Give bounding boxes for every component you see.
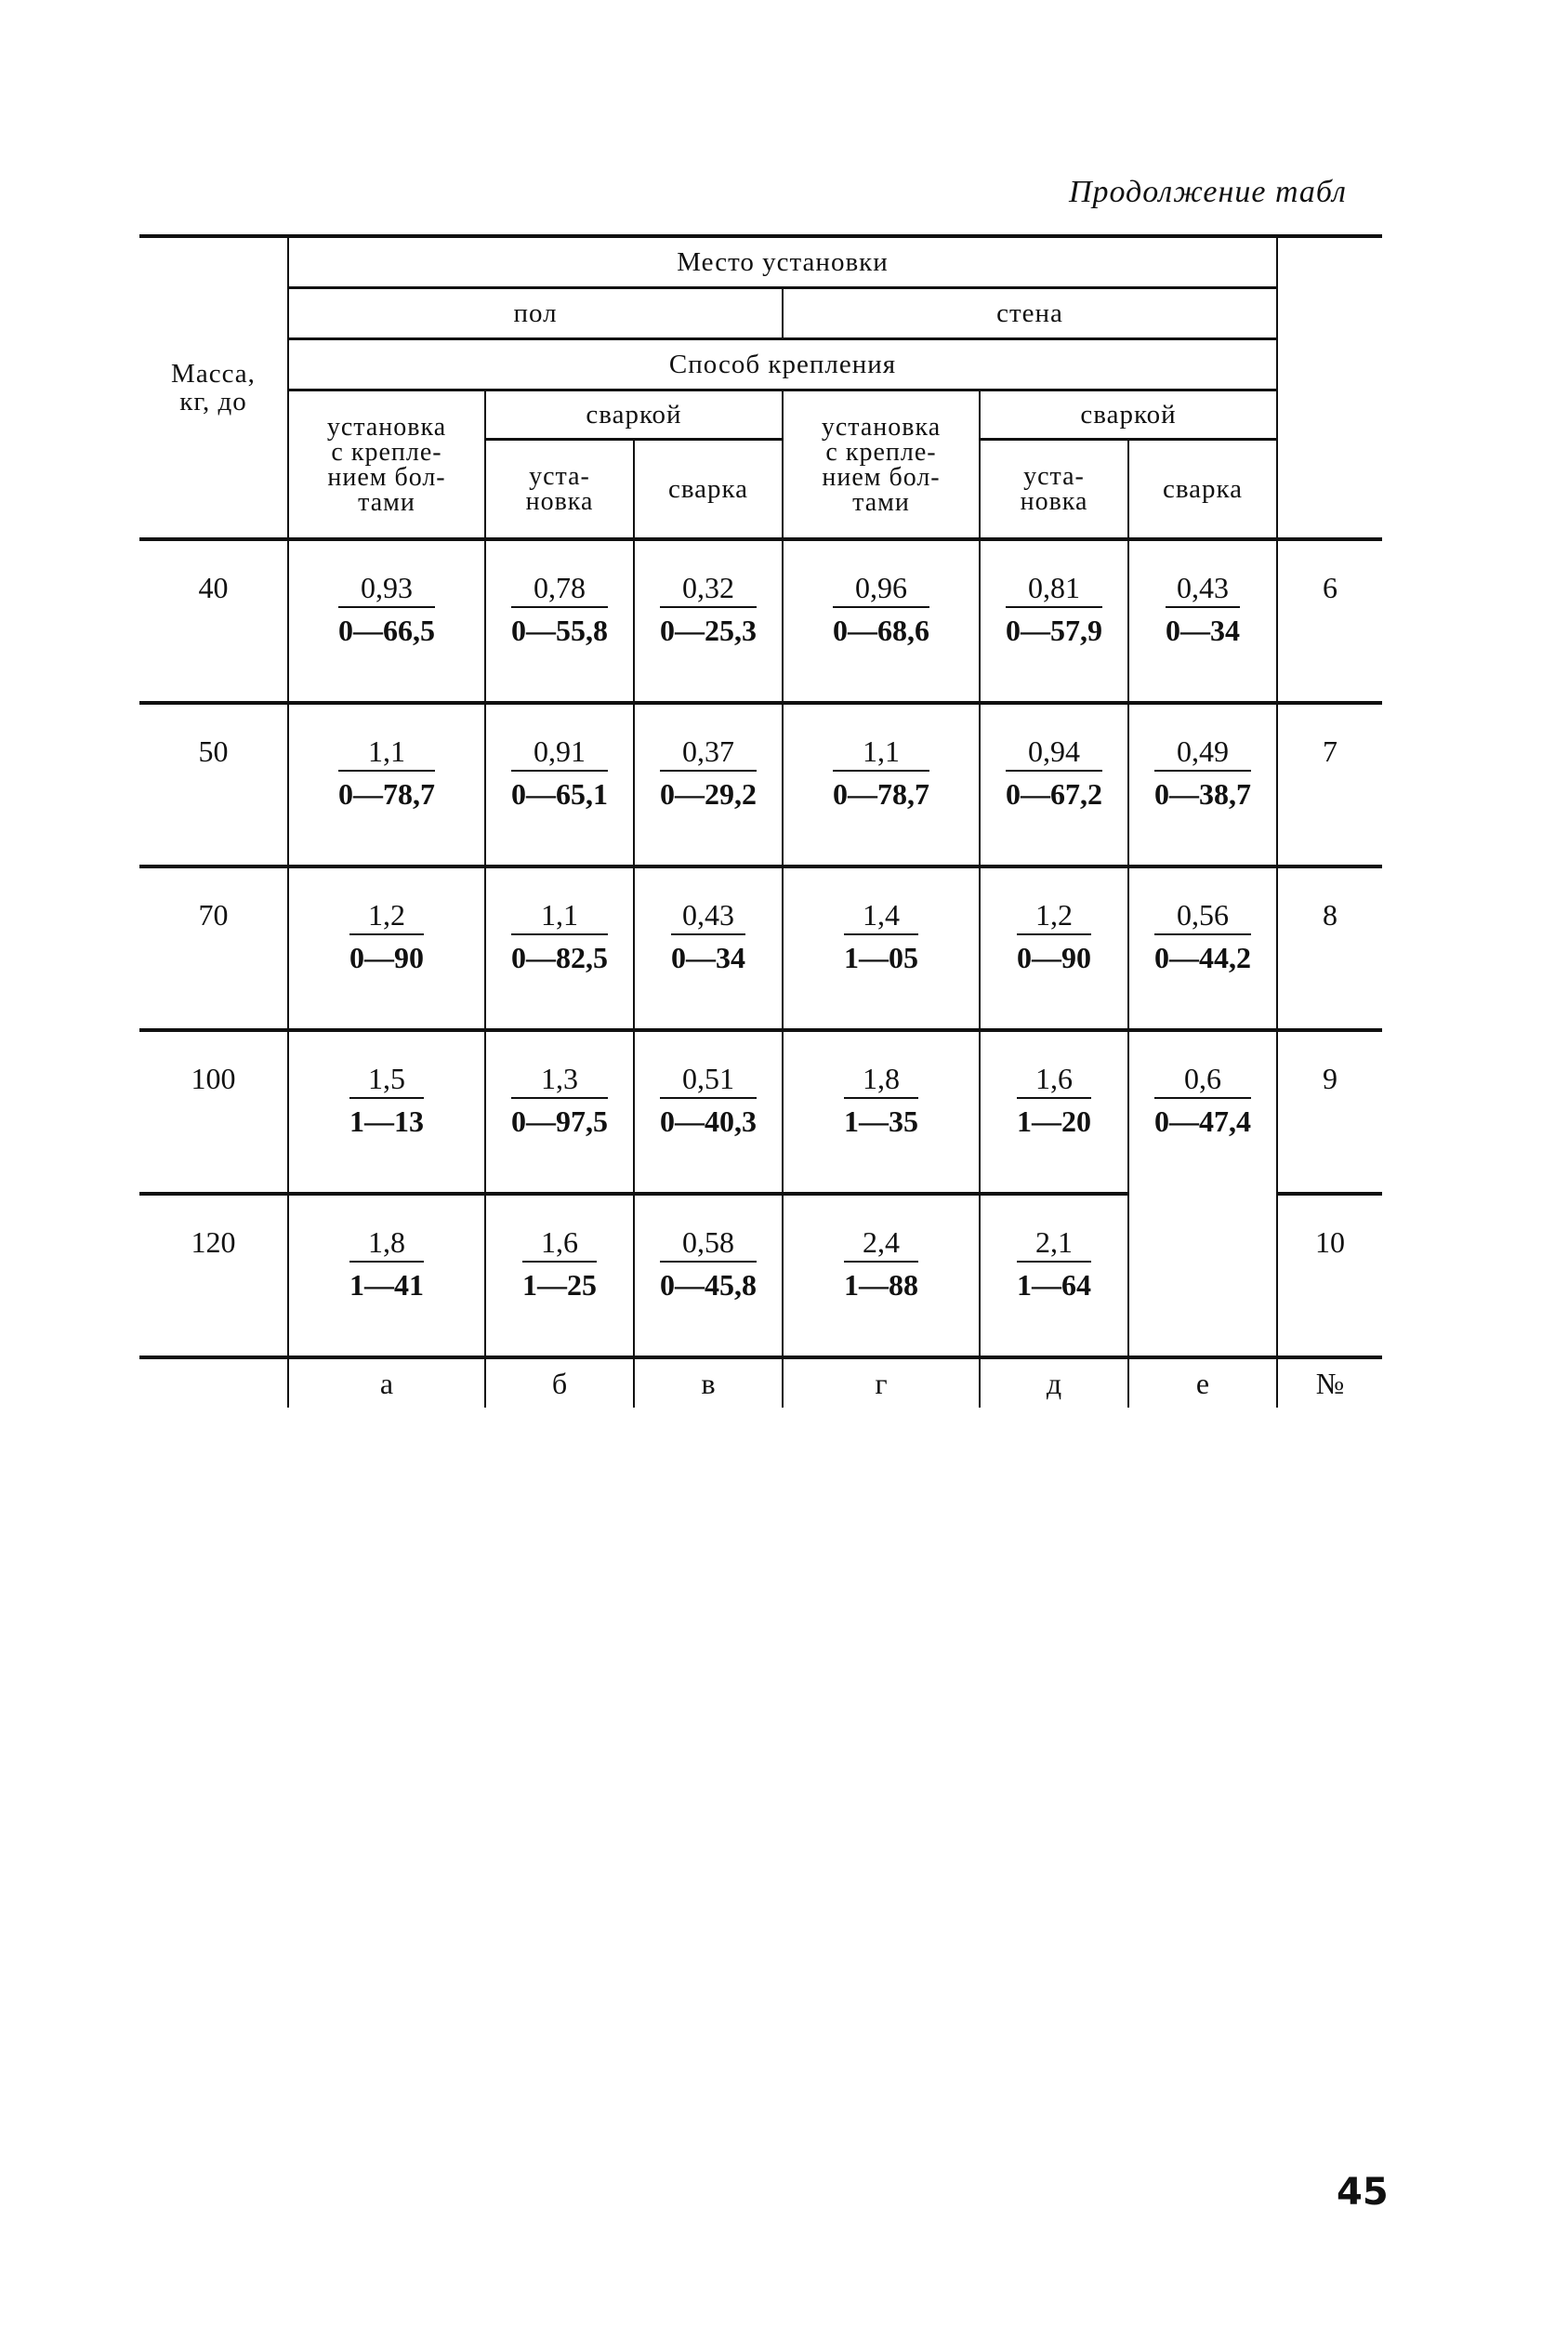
header-wall-install: уста- новка bbox=[980, 440, 1128, 540]
value-cell: $\frac{1,1}{0—78,7}$ bbox=[288, 703, 485, 866]
number-symbol: № bbox=[1277, 1357, 1382, 1408]
row-number: 10 bbox=[1277, 1194, 1382, 1357]
table-row bbox=[139, 1030, 1382, 1194]
value-cell: $\frac{1,2}{0—90}$ bbox=[980, 866, 1128, 1030]
mass-header: Масса, кг, до bbox=[139, 236, 288, 539]
value-cell: $\frac{0,32}{0—25,3}$ bbox=[634, 539, 783, 703]
column-letter: г bbox=[783, 1357, 980, 1408]
header-floor-welding: сваркой bbox=[485, 390, 783, 440]
row-number: 6 bbox=[1277, 539, 1382, 703]
value-cell: $\frac{1,6}{1—25}$ bbox=[485, 1194, 634, 1357]
value-cell: $\frac{0,37}{0—29,2}$ bbox=[634, 703, 783, 866]
letter-cell-empty bbox=[139, 1357, 288, 1408]
value-cell: $\frac{0,51}{0—40,3}$ bbox=[634, 1030, 783, 1194]
value-cell: $\frac{1,4}{1—05}$ bbox=[783, 866, 980, 1030]
row-number: 7 bbox=[1277, 703, 1382, 866]
value-cell-merged: $\frac{0,6}{0—47,4}$ bbox=[1128, 1030, 1277, 1357]
value-cell: $\frac{1,6}{1—20}$ bbox=[980, 1030, 1128, 1194]
data-table bbox=[139, 234, 1382, 1408]
header-wall-weld: сварка bbox=[1128, 440, 1277, 540]
column-letter: д bbox=[980, 1357, 1128, 1408]
header-floor: пол bbox=[288, 288, 783, 339]
column-letter: в bbox=[634, 1357, 783, 1408]
value-cell: $\frac{0,94}{0—67,2}$ bbox=[980, 703, 1128, 866]
row-number: 9 bbox=[1277, 1030, 1382, 1194]
header-floor-install: уста- новка bbox=[485, 440, 634, 540]
value-cell: $\frac{2,1}{1—64}$ bbox=[980, 1194, 1128, 1357]
header-wall-welding: сваркой bbox=[980, 390, 1277, 440]
value-cell: $\frac{0,43}{0—34}$ bbox=[1128, 539, 1277, 703]
num-header bbox=[1277, 236, 1382, 539]
value-cell: $\frac{0,78}{0—55,8}$ bbox=[485, 539, 634, 703]
row-number: 8 bbox=[1277, 866, 1382, 1030]
table-row bbox=[139, 866, 1382, 1030]
value-cell: $\frac{1,2}{0—90}$ bbox=[288, 866, 485, 1030]
column-letter: б bbox=[485, 1357, 634, 1408]
value-cell: $\frac{1,1}{0—82,5}$ bbox=[485, 866, 634, 1030]
value-cell: $\frac{0,96}{0—68,6}$ bbox=[783, 539, 980, 703]
value-cell: $\frac{0,43}{0—34}$ bbox=[634, 866, 783, 1030]
mass-cell: 100 bbox=[139, 1030, 288, 1194]
value-cell: $\frac{1,3}{0—97,5}$ bbox=[485, 1030, 634, 1194]
value-cell: $\frac{0,81}{0—57,9}$ bbox=[980, 539, 1128, 703]
value-cell: $\frac{1,8}{1—41}$ bbox=[288, 1194, 485, 1357]
column-letters-row bbox=[139, 1357, 1382, 1408]
table-row bbox=[139, 539, 1382, 703]
header-wall: стена bbox=[783, 288, 1277, 339]
value-cell: $\frac{1,8}{1—35}$ bbox=[783, 1030, 980, 1194]
value-cell: $\frac{0,91}{0—65,1}$ bbox=[485, 703, 634, 866]
column-letter: е bbox=[1128, 1357, 1277, 1408]
mass-cell: 50 bbox=[139, 703, 288, 866]
header-floor-bolts: установка с крепле- нием бол- тами bbox=[288, 390, 485, 540]
header-method: Способ крепления bbox=[288, 339, 1277, 390]
header-place: Место установки bbox=[288, 236, 1277, 288]
table-row bbox=[139, 703, 1382, 866]
value-cell: $\frac{1,5}{1—13}$ bbox=[288, 1030, 485, 1194]
page-number: 45 bbox=[1337, 2171, 1389, 2214]
value-cell: $\frac{0,58}{0—45,8}$ bbox=[634, 1194, 783, 1357]
mass-cell: 40 bbox=[139, 539, 288, 703]
header-floor-weld: сварка bbox=[634, 440, 783, 540]
value-cell: $\frac{0,56}{0—44,2}$ bbox=[1128, 866, 1277, 1030]
value-cell: $\frac{0,93}{0—66,5}$ bbox=[288, 539, 485, 703]
value-cell: $\frac{2,4}{1—88}$ bbox=[783, 1194, 980, 1357]
value-cell: $\frac{0,49}{0—38,7}$ bbox=[1128, 703, 1277, 866]
header-wall-bolts: установка с крепле- нием бол- тами bbox=[783, 390, 980, 540]
value-cell: $\frac{1,1}{0—78,7}$ bbox=[783, 703, 980, 866]
table-caption: Продолжение табл bbox=[1068, 175, 1347, 209]
column-letter: а bbox=[288, 1357, 485, 1408]
mass-cell: 70 bbox=[139, 866, 288, 1030]
mass-cell: 120 bbox=[139, 1194, 288, 1357]
